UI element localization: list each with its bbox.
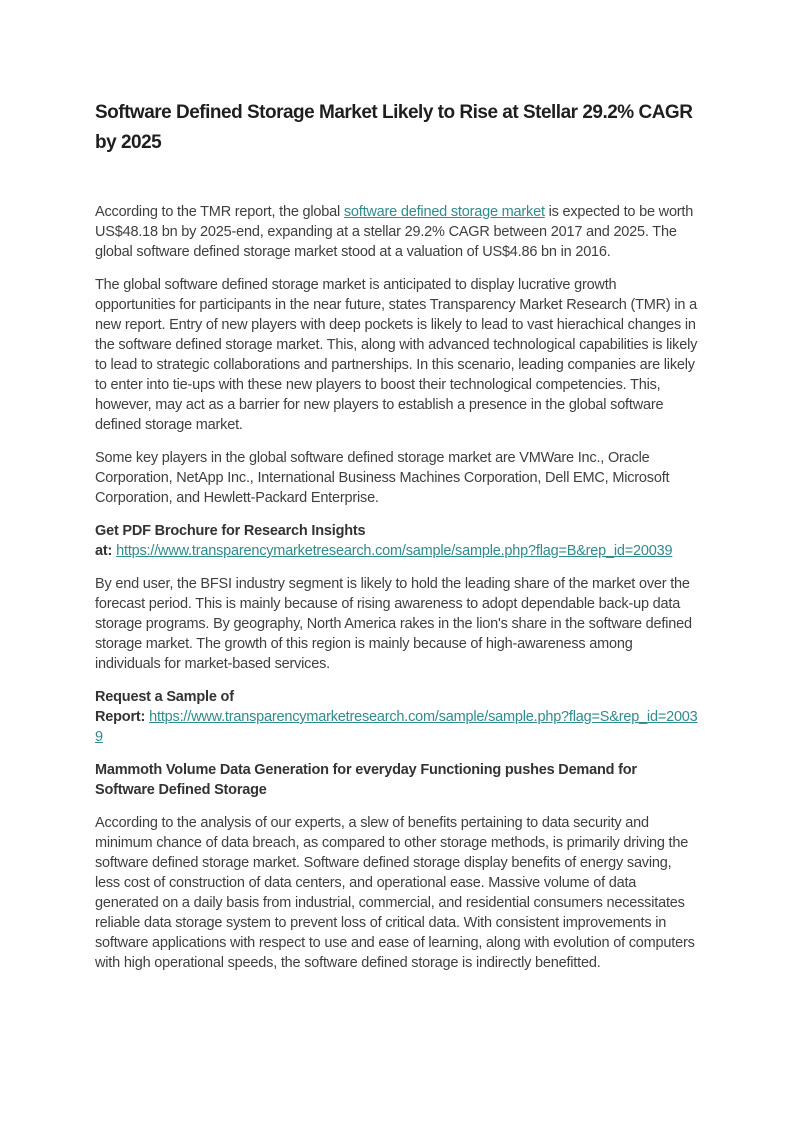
brochure-call-to-action — [95, 521, 699, 561]
article-paragraph-3-key-players: Some key players in the global software defined storage market are VMWare Inc., Oracle Corporation, NetApp Inc., International Business Machines Corporation, Dell EMC, Microsoft Corporation, and Hewlett-Packard Enterprise. — [95, 450, 670, 506]
brochure-label-prefix: at: — [95, 543, 113, 559]
page-title: Software Defined Storage Market Likely to Rise at Stellar 29.2% CAGR by 2025 — [95, 102, 693, 153]
sample-label: Request a Sample of — [95, 689, 234, 705]
brochure-url-link[interactable]: https://www.transparencymarketresearch.com/sample/sample.php?flag=B&rep_id=20039 — [116, 543, 673, 559]
sample-call-to-action — [95, 687, 699, 747]
brochure-label: Get PDF Brochure for Research Insights — [95, 523, 366, 539]
sds-market-inline-link[interactable]: software defined storage market — [343, 204, 545, 220]
section-subheading: Mammoth Volume Data Generation for everyday Functioning pushes Demand for Software Defined Storage — [95, 762, 637, 798]
sample-url-link[interactable]: https://www.transparencymarketresearch.com/sample/sample.php?flag=S&rep_id=20039 — [95, 709, 698, 745]
paragraph-1-text-after: is expected to be worth US$48.18 bn by 2025-end, expanding at a stellar 29.2% CAGR between 2017 and 2025. The global software defined storage market stood at a valuation of US$4.86 bn in 2016. — [95, 204, 694, 260]
article-paragraph-2: The global software defined storage market is anticipated to display lucrative growth opportunities for participants in the near future, states Transparency Market Research (TMR) in a new report. Entry of new players with deep pockets is likely to lead to vast hierachical changes in the software defined storage market. This, along with advanced technological capabilities is likely to lead to strategic collaborations and partnerships. In this scenario, leading companies are likely to enter into tie-ups with these new players to boost their technological competencies. This, however, may act as a barrier for new players to establish a presence in the global software defined storage market. — [95, 277, 698, 433]
article-paragraph-1 — [95, 202, 699, 262]
article-paragraph-4-end-user: By end user, the BFSI industry segment is likely to hold the leading share of the market over the forecast period. This is mainly because of rising awareness to adopt dependable back-up data storage programs. By geography, North America rakes in the lion's share in the software defined storage market. The growth of this region is mainly because of high-awareness among individuals for market-based services. — [95, 576, 692, 672]
paragraph-1-text-before: According to the TMR report, the global — [95, 204, 344, 220]
sample-label-prefix: Report: — [95, 709, 146, 725]
article-paragraph-5-drivers: According to the analysis of our experts, a slew of benefits pertaining to data security and minimum chance of data breach, as compared to other storage methods, is primarily driving the software defined storage market. Software defined storage display benefits of energy saving, less cost of construction of data centers, and operational ease. Massive volume of data generated on a daily basis from industrial, commercial, and residential consumers necessitates reliable data storage system to prevent loss of critical data. With consistent improvements in software applications with respect to use and ease of learning, along with evolution of computers with high operational speeds, the software defined storage is indirectly benefitted. — [95, 815, 695, 971]
